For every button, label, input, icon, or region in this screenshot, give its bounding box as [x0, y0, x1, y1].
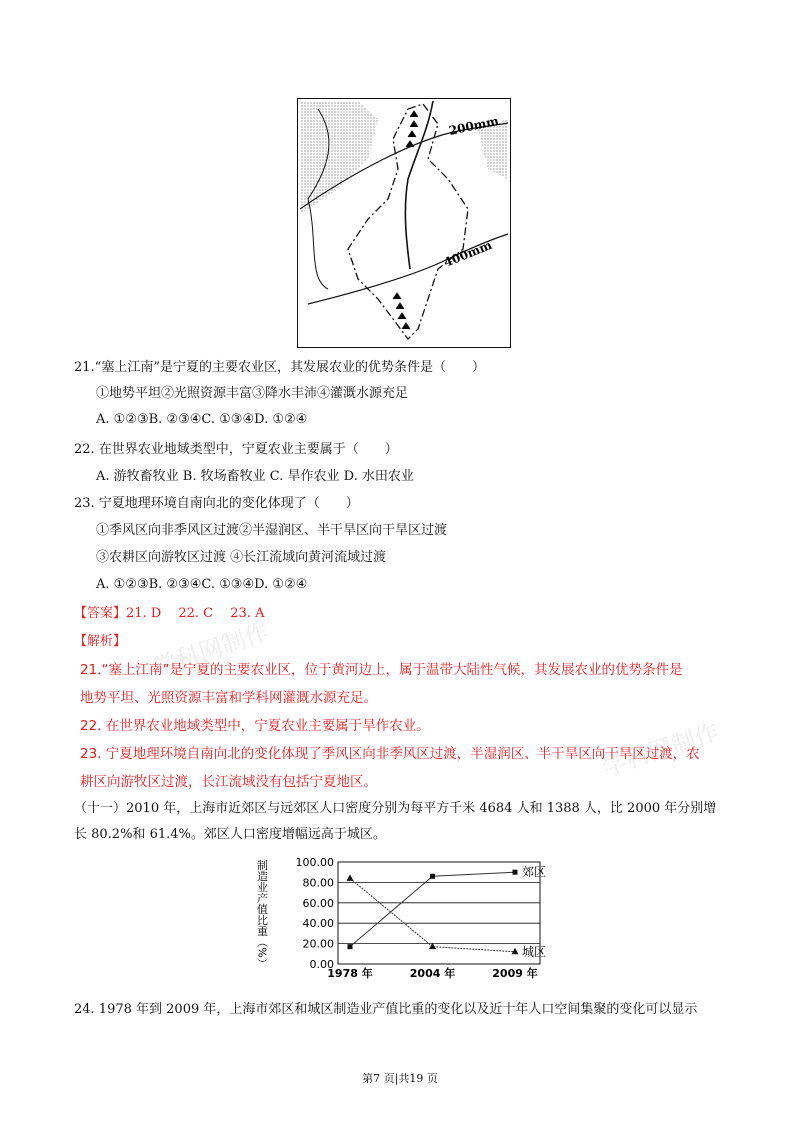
chart-point-郊区	[513, 870, 518, 875]
chart-point-城区	[347, 874, 354, 881]
passage-line-2: 长 80.2%和 61.4%。郊区人口密度增幅远高于城区。	[74, 827, 386, 842]
chart-point-郊区	[430, 874, 435, 879]
chart-y-tick-label: 20.00	[302, 937, 334, 951]
analysis-line-2: 地势平坦、光照资源丰富和学科网灌溉水源充足。	[80, 690, 377, 706]
chart-plot-frame	[338, 862, 540, 964]
chart-grid	[338, 862, 540, 964]
analysis-line-1: 21.“塞上江南”是宁夏的主要农业区，位于黄河边上，属于温带大陆性气候，其发展农业的优势条件是	[80, 662, 683, 678]
analysis-line-3: 22. 在世界农业地域类型中，宁夏农业主要属于旱作农业。	[80, 718, 430, 734]
chart-x-tick-label: 1978 年	[327, 967, 373, 980]
chart-point-城区	[512, 948, 519, 955]
desert-area-west	[300, 101, 378, 214]
chart-legend	[522, 865, 546, 959]
chart-x-tick-label: 2009 年	[492, 967, 538, 980]
chart-y-tick-label: 60.00	[302, 896, 334, 910]
q21-items: ①地势平坦②光照资源丰富③降水丰沛④灌溉水源充足	[96, 386, 409, 401]
chart-x-tick-label: 2004 年	[409, 967, 456, 980]
chart-series-label: 城区	[522, 944, 547, 959]
ningxia-map	[297, 98, 511, 348]
chart-point-郊区	[348, 944, 353, 949]
yellow-river	[405, 101, 433, 269]
answer-label: 【答案】	[74, 606, 127, 621]
analysis-line-5: 耕区向游牧区过渡，长江流域没有包括宁夏地区。	[80, 774, 377, 790]
chart-xticks	[327, 966, 537, 980]
chart-y-tick-label: 100.00	[295, 856, 334, 869]
q23-items-1: ①季风区向非季风区过渡②半湿润区、半干旱区向干旱区过渡	[96, 523, 448, 538]
q22-stem: 22. 在世界农业地域类型中，宁夏农业主要属于（ ）	[74, 442, 398, 457]
q24-stem: 24. 1978 年到 2009 年，上海市郊区和城区制造业产值比重的变化以及近十年人口空间集聚的变化可以显示	[74, 1002, 698, 1017]
chart-y-tick-label: 80.00	[302, 876, 334, 890]
analysis-label: 【解析】	[74, 634, 127, 649]
q23-items-2: ③农耕区向游牧区过渡 ④长江流域向黄河流域过渡	[96, 550, 387, 565]
watermark: 学科网制作	[149, 618, 273, 682]
isohyet-200-label: 200mm	[447, 113, 500, 138]
q22-options: A. 游牧畜牧业 B. 牧场畜牧业 C. 旱作农业 D. 水田农业	[96, 469, 414, 484]
q23-stem: 23. 宁夏地理环境自南向北的变化体现了（ ）	[74, 496, 359, 511]
chart-yticks	[296, 856, 335, 971]
chart-y-tick-label: 0.00	[309, 958, 334, 971]
answer-text: 21. D 22. C 23. A	[126, 606, 265, 621]
q23-options: A. ①②③B. ②③④C. ①③④D. ①②④	[96, 577, 308, 592]
chart-y-axis-label: 制造业产值比重（%）	[255, 859, 269, 969]
manufacturing-share-chart	[250, 852, 550, 987]
map-drawing	[298, 99, 510, 347]
chart-series-line-郊区	[350, 872, 515, 946]
chart-series-line-城区	[350, 878, 515, 951]
page-footer: 第7 页|共19 页	[362, 1072, 438, 1085]
q21-stem: 21.“塞上江南”是宁夏的主要农业区，其发展农业的优势条件是（ ）	[74, 360, 485, 375]
watermark-2: 学科网制作	[599, 718, 723, 782]
chart-series-label: 郊区	[522, 865, 547, 880]
passage-line-1: （十一）2010 年，上海市近郊区与远郊区人口密度分别为每平方千米 4684 人和 1388 人，比 2000 年分别增	[74, 801, 717, 816]
isohyet-400-label: 400mm	[441, 237, 494, 270]
analysis-line-4: 23. 宁夏地理环境自南向北的变化体现了季风区向非季风区过渡，半湿润区、半干旱区向干旱区过渡，农	[80, 746, 700, 762]
q21-options: A. ①②③B. ②③④C. ①③④D. ①②④	[96, 412, 308, 427]
chart-y-tick-label: 40.00	[302, 917, 334, 931]
